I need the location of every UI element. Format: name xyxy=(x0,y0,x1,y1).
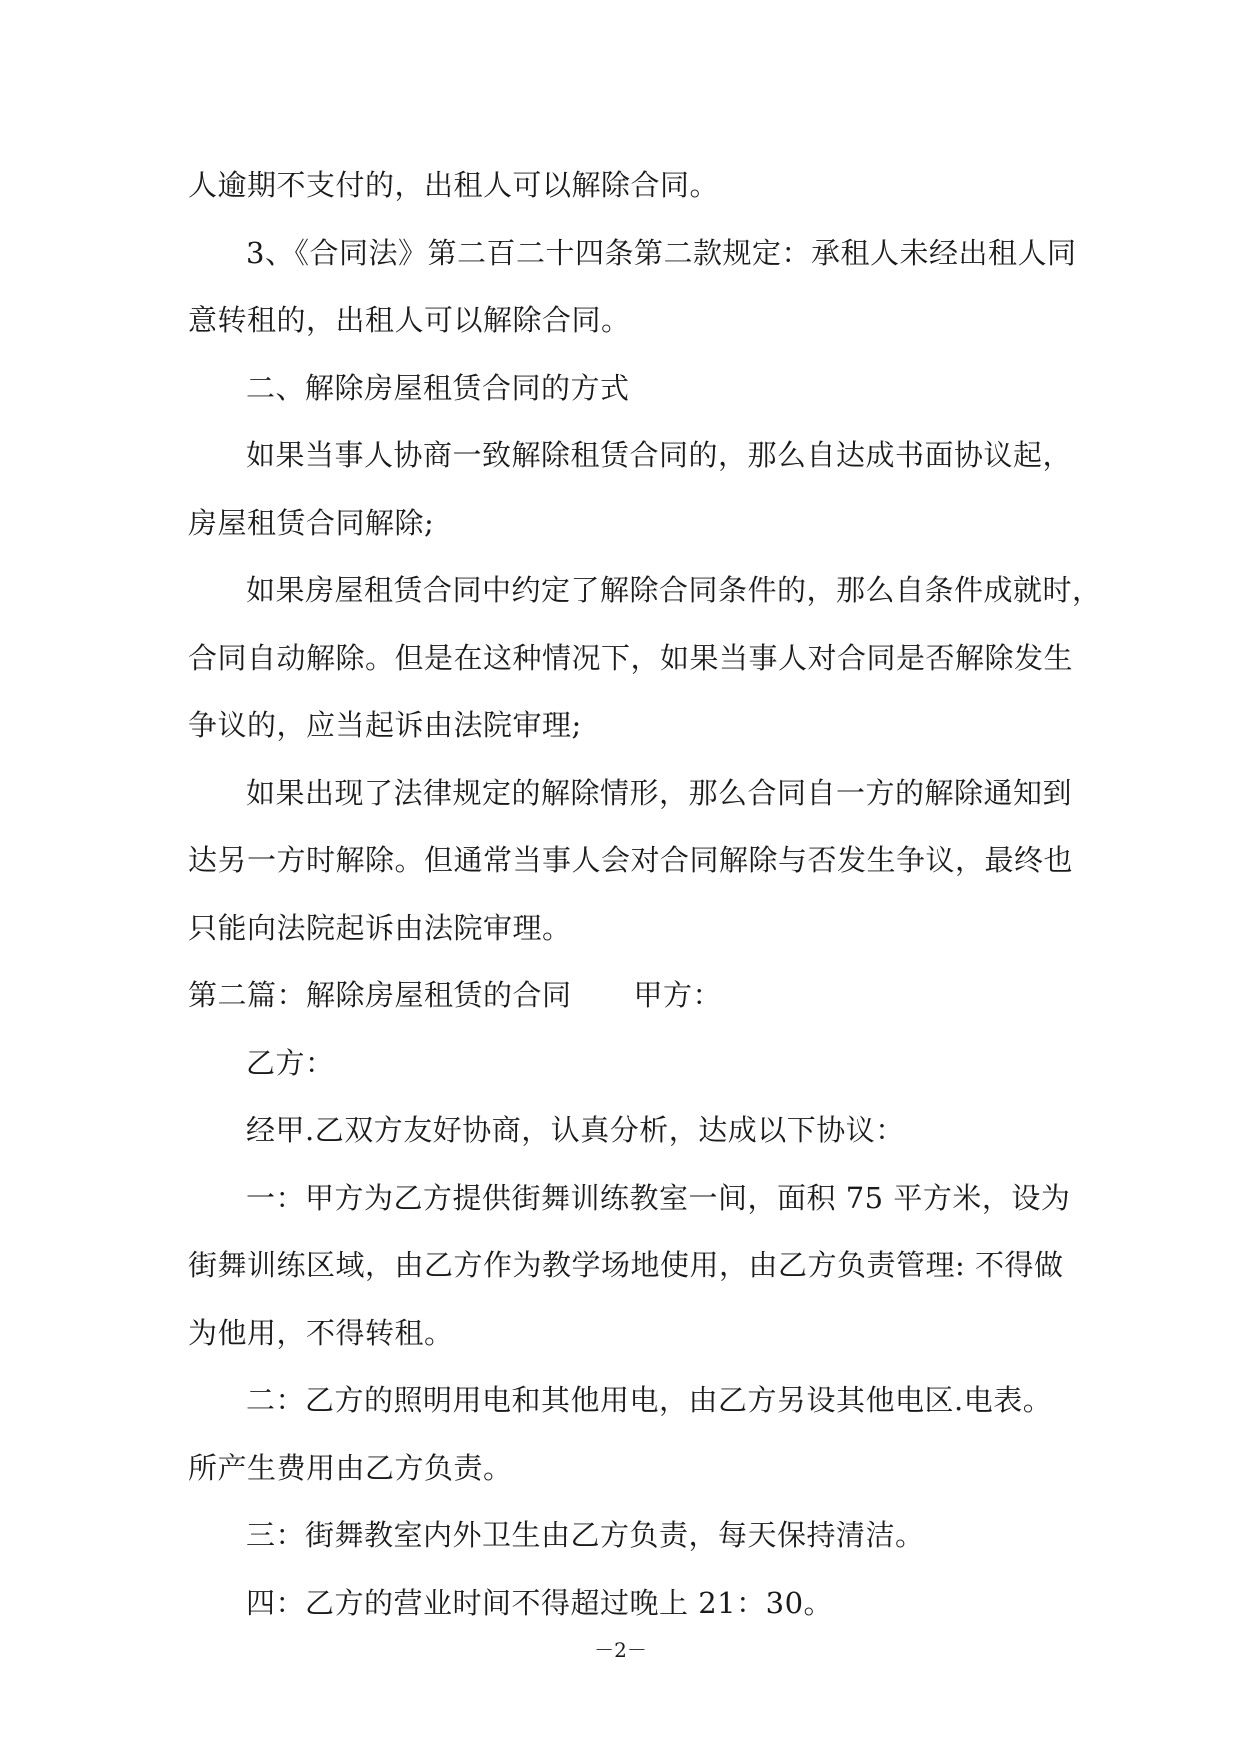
party-a-label: 甲方： xyxy=(633,978,723,1012)
paragraph-line: 3、《合同法》第二百二十四条第二款规定：承租人未经出租人同 xyxy=(246,235,1077,270)
party-b-label: 乙方： xyxy=(246,1045,335,1080)
section2-title: 第二篇：解除房屋租赁的合同 xyxy=(188,978,572,1012)
paragraph-line: 达另一方时解除。但通常当事人会对合同解除与否发生争议，最终也 xyxy=(188,843,1074,877)
document-body xyxy=(188,152,1102,1637)
paragraph-line: 如果出现了法律规定的解除情形，那么合同自一方的解除通知到 xyxy=(246,775,1073,810)
clause-line: 为他用，不得转租。 xyxy=(188,1315,454,1350)
clause-line: 一：甲方为乙方提供街舞训练教室一间，面积 75 平方米，设为 xyxy=(246,1180,1071,1215)
clause-line: 三：街舞教室内外卫生由乙方负责，每天保持清洁。 xyxy=(246,1518,925,1552)
clause-line: 四：乙方的营业时间不得超过晚上 21：30。 xyxy=(246,1585,834,1620)
paragraph-line: 意转租的，出租人可以解除合同。 xyxy=(188,303,631,337)
clause-line: 街舞训练区域，由乙方作为教学场地使用，由乙方负责管理: 不得做 xyxy=(188,1248,1064,1282)
paragraph-line: 争议的，应当起诉由法院审理; xyxy=(188,708,582,742)
paragraph-line: 合同自动解除。但是在这种情况下，如果当事人对合同是否解除发生 xyxy=(188,640,1074,675)
section-heading: 二、解除房屋租赁合同的方式 xyxy=(246,370,630,405)
clause-line: 二：乙方的照明用电和其他用电，由乙方另设其他电区.电表。 xyxy=(246,1383,1053,1417)
paragraph-line: 如果当事人协商一致解除租赁合同的，那么自达成书面协议起， xyxy=(246,438,1073,472)
page-number: －2－ xyxy=(594,1638,647,1662)
paragraph-line: 只能向法院起诉由法院审理。 xyxy=(188,910,572,945)
section2-heading xyxy=(188,962,1088,1030)
clause-line: 所产生费用由乙方负责。 xyxy=(188,1450,513,1485)
paragraph-line: 如果房屋租赁合同中约定了解除合同条件的，那么自条件成就时， xyxy=(246,573,1102,607)
paragraph-line: 经甲.乙双方友好协商，认真分析，达成以下协议： xyxy=(246,1113,905,1147)
paragraph-line: 人逾期不支付的，出租人可以解除合同。 xyxy=(188,168,720,202)
paragraph-line: 房屋租赁合同解除; xyxy=(188,505,435,540)
